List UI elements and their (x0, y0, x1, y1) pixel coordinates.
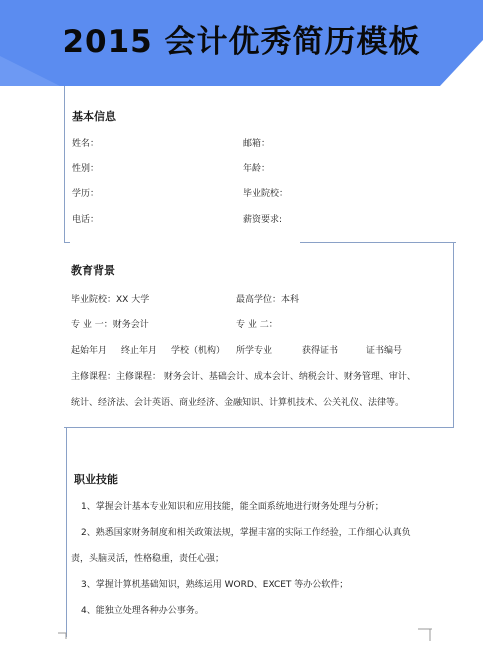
courses-line-1: 主修课程：主修课程： 财务会计、基础会计、成本会计、纳税会计、财务管理、审计、 (71, 372, 416, 382)
edu-major-1: 专 业 一：财务会计 (71, 320, 149, 330)
table-header-end: 终止年月 (121, 346, 158, 356)
table-header-start: 起始年月 (71, 346, 108, 356)
skill-item-2: 2、熟悉国家财务制度和相关政策法规，掌握丰富的实际工作经验，工作细心认真负 (81, 528, 411, 538)
skill-item-1: 1、掌握会计基本专业知识和应用技能，能全面系统地进行财务处理与分析； (81, 502, 384, 512)
table-header-cert: 获得证书 (302, 346, 339, 356)
header-banner (0, 0, 483, 86)
page-corner-mark-right (418, 627, 432, 641)
skill-item-3: 3、掌握计算机基础知识，熟练运用 WORD、EXCET 等办公软件； (81, 580, 349, 590)
skill-item-4: 4、能独立处理各种办公事务。 (81, 606, 204, 616)
page-corner-mark-left (58, 625, 72, 639)
field-email: 邮箱： (243, 139, 271, 149)
section-title-basic-info: 基本信息 (72, 110, 116, 123)
table-header-school: 学校（机构） (171, 346, 226, 356)
field-phone: 电话： (72, 215, 100, 225)
skill-item-2-cont: 责，头脑灵活，性格稳重，责任心强； (71, 554, 225, 564)
edu-major-2: 专 业 二： (236, 320, 278, 330)
field-name: 姓名： (72, 139, 100, 149)
field-gender: 性别： (72, 164, 100, 174)
field-education: 学历： (72, 189, 100, 199)
edu-school: 毕业院校：XX 大学 (71, 295, 150, 305)
edu-degree: 最高学位：本科 (236, 295, 300, 305)
field-age: 年龄： (243, 164, 271, 174)
courses-line-2: 统计、经济法、会计英语、商业经济、金融知识、计算机技术、公关礼仪、法律等。 (71, 398, 405, 408)
field-salary: 薪资要求: (243, 215, 283, 225)
section-title-education: 教育背景 (71, 264, 115, 277)
section-title-skills: 职业技能 (74, 473, 118, 486)
basic-info-section (64, 86, 457, 242)
page-title: 2015 会计优秀简历模板 (62, 24, 421, 60)
education-section (64, 242, 454, 427)
table-header-cert-no: 证书编号 (366, 346, 403, 356)
field-school: 毕业院校： (243, 189, 289, 199)
skills-section (66, 427, 457, 637)
table-header-major: 所学专业 (236, 346, 273, 356)
